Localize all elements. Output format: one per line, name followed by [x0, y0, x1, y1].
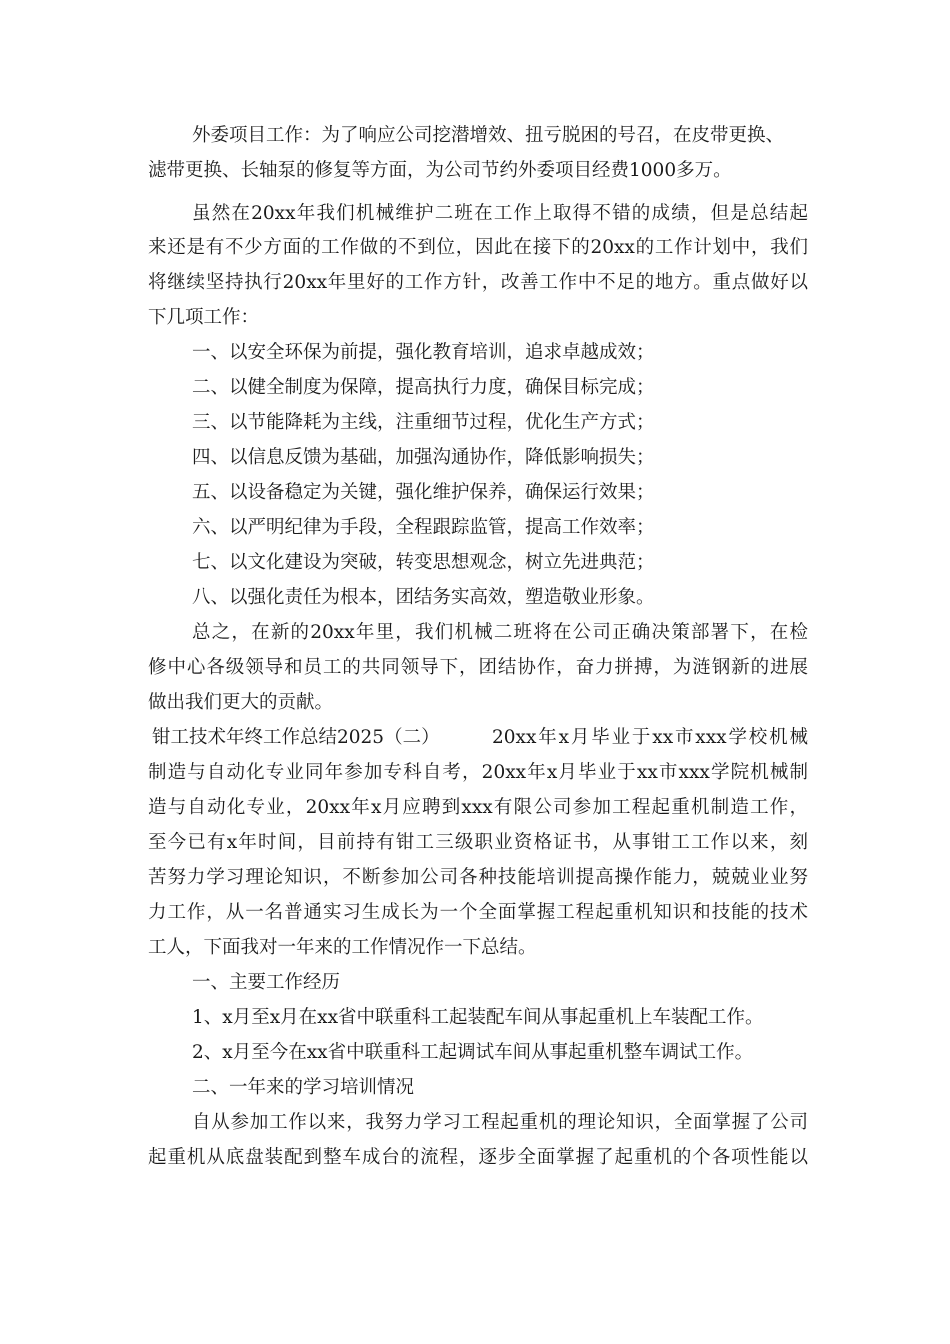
list-item: 1、x月至x月在xx省中联重科工起装配车间从事起重机上车装配工作。: [192, 1007, 764, 1028]
list-item: 八、以强化责任为根本，团结务实高效，塑造敬业形象。: [192, 587, 655, 608]
list-item: 六、以严明纪律为手段，全程跟踪监管，提高工作效率；: [192, 517, 655, 538]
paragraph-line: 做出我们更大的贡献。: [148, 692, 334, 713]
list-item: 一、以安全环保为前提，强化教育培训，追求卓越成效；: [192, 342, 655, 363]
paragraph-line: 自从参加工作以来，我努力学习工程起重机的理论知识，全面掌握了公司: [192, 1112, 808, 1133]
paragraph-line: 制造与自动化专业同年参加专科自考，20xx年x月毕业于xx市xxx学院机械制: [148, 762, 808, 783]
paragraph-line: 来还是有不少方面的工作做的不到位，因此在接下的20xx的工作计划中，我们: [148, 237, 808, 258]
list-item: 四、以信息反馈为基础，加强沟通协作，降低影响损失；: [192, 447, 655, 468]
paragraph-line: 修中心各级领导和员工的共同领导下，团结协作，奋力拼搏，为涟钢新的进展: [148, 657, 808, 678]
paragraph-line: 虽然在20xx年我们机械维护二班在工作上取得不错的成绩，但是总结起: [192, 203, 808, 224]
list-item: 2、x月至今在xx省中联重科工起调试车间从事起重机整车调试工作。: [192, 1042, 754, 1063]
list-item: 七、以文化建设为突破，转变思想观念，树立先进典范；: [192, 552, 655, 573]
paragraph-line: 力工作，从一名普通实习生成长为一个全面掌握工程起重机知识和技能的技术: [148, 902, 808, 923]
paragraph-line: 至今已有x年时间，目前持有钳工三级职业资格证书，从事钳工工作以来，刻: [148, 832, 808, 853]
subsection-heading: 一、主要工作经历: [192, 972, 341, 993]
paragraph-line: 工人，下面我对一年来的工作情况作一下总结。: [148, 937, 537, 958]
paragraph-line: 将继续坚持执行20xx年里好的工作方针，改善工作中不足的地方。重点做好以: [148, 272, 808, 293]
paragraph-line: 苦努力学习理论知识，不断参加公司各种技能培训提高操作能力，兢兢业业努: [148, 867, 808, 888]
paragraph-line: 外委项目工作：为了响应公司挖潜增效、扭亏脱困的号召，在皮带更换、: [192, 125, 785, 146]
paragraph-line: 20xx年x月毕业于xx市xxx学校机械: [492, 727, 808, 748]
paragraph-line: 起重机从底盘装配到整车成台的流程，逐步全面掌握了起重机的个各项性能以: [148, 1147, 808, 1168]
subsection-heading: 二、一年来的学习培训情况: [192, 1077, 415, 1098]
list-item: 三、以节能降耗为主线，注重细节过程，优化生产方式；: [192, 412, 655, 433]
paragraph-line: 造与自动化专业，20xx年x月应聘到xxx有限公司参加工程起重机制造工作，: [148, 797, 808, 818]
paragraph-line: 总之，在新的20xx年里，我们机械二班将在公司正确决策部署下，在检: [192, 622, 808, 643]
list-item: 二、以健全制度为保障，提高执行力度，确保目标完成；: [192, 377, 655, 398]
section-title: 钳工技术年终工作总结2025（二）: [152, 727, 440, 748]
paragraph-line: 下几项工作：: [148, 307, 260, 328]
list-item: 五、以设备稳定为关键，强化维护保养，确保运行效果；: [192, 482, 655, 503]
paragraph-line: 滤带更换、长轴泵的修复等方面，为公司节约外委项目经费1000多万。: [148, 160, 732, 181]
